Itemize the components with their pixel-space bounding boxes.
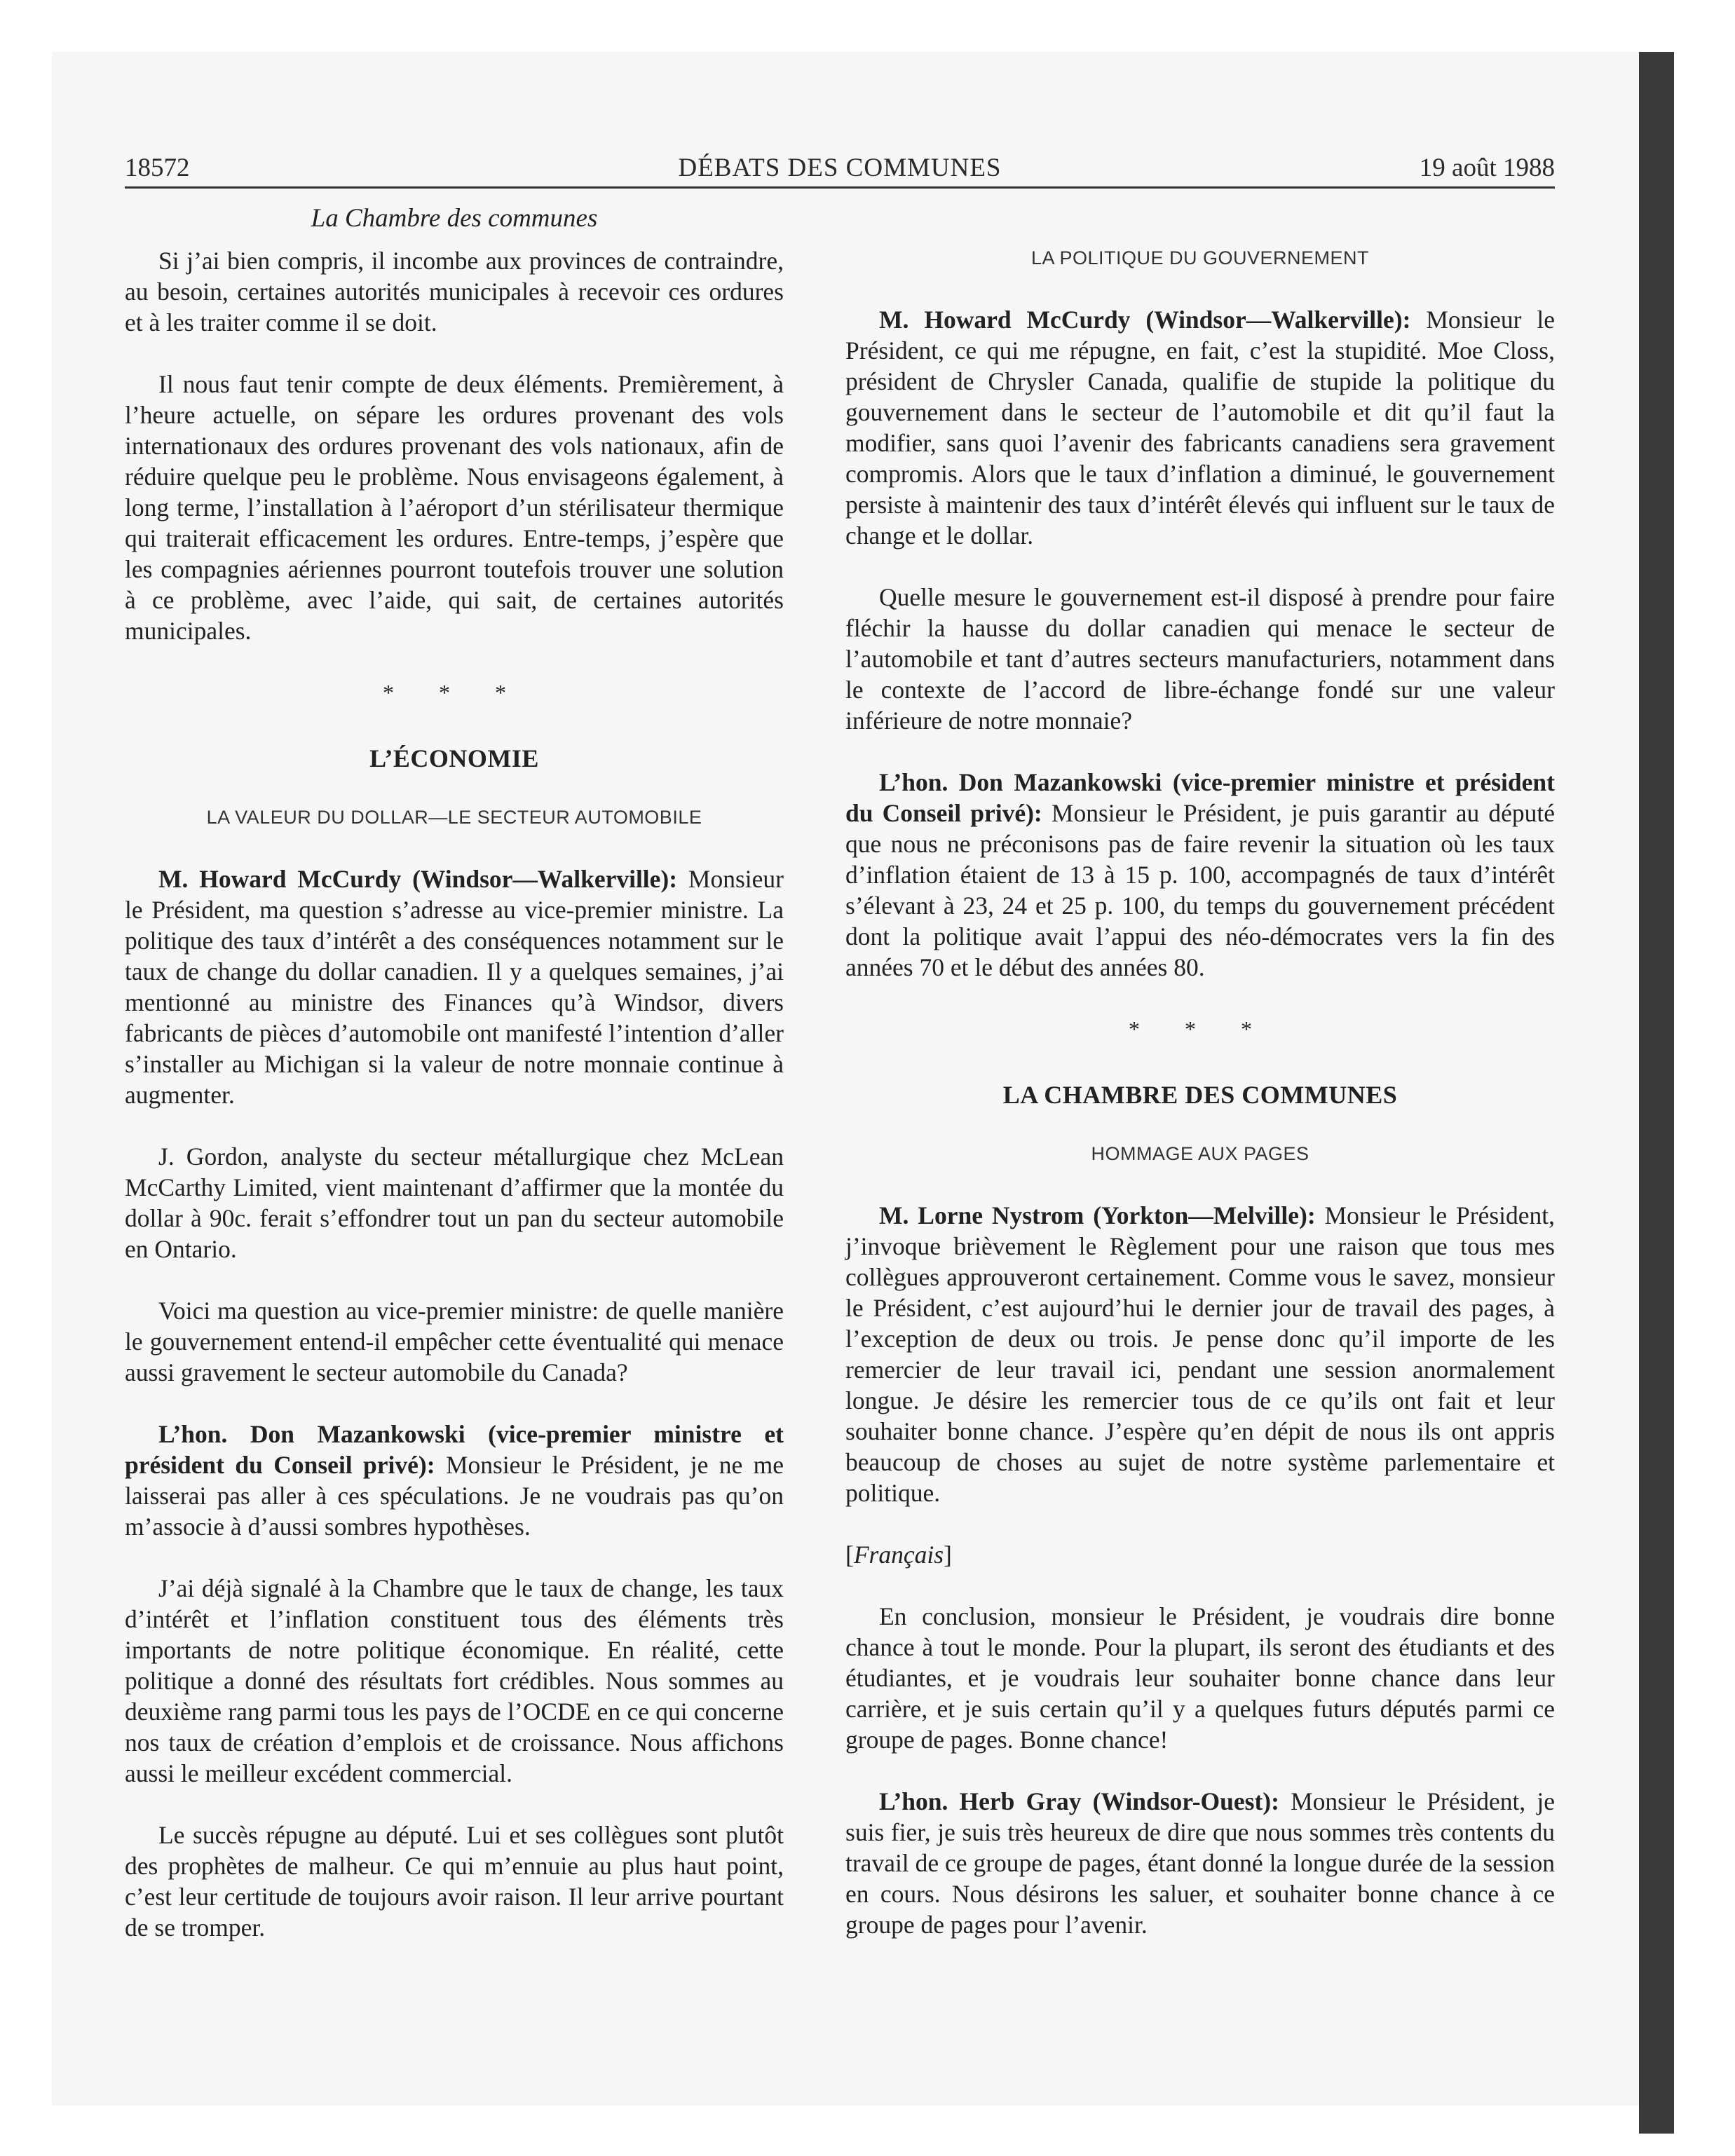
speech-text: Monsieur le Président, je ne me laisserai pas aller à ces spéculations. Je ne voudrais pas qu’on m’associe à d’aussi sombres hypothèses. bbox=[125, 1451, 784, 1541]
left-column bbox=[125, 203, 784, 1974]
bracket-close: ] bbox=[944, 1541, 952, 1569]
language-marker bbox=[845, 1539, 1555, 1570]
speech-text: Monsieur le Président, j’invoque brièvement le Règlement pour une raison que tous mes collègues approuveront certainement. Comme vous le savez, monsieur le Président, c’est aujourd’hui le dernier jour de travail des pages, à l’exception de deux ou trois. Je pense donc qu’il importe de les remercier de leur travail ici, pendant une session anormalement longue. Je désire les remercier tous de ce qu’ils ont fait et leur souhaiter bonne chance. J’espère qu’en dépit de nous ils ont appris beaucoup de choses au sujet de notre système parlementaire et politique. bbox=[845, 1201, 1556, 1507]
speech-paragraph bbox=[125, 1419, 784, 1542]
paragraph: Voici ma question au vice-premier ministre: de quelle manière le gouvernement entend-il empêcher cette éventualité qui menace aussi gravement le secteur automobile du Canada? bbox=[125, 1297, 784, 1386]
speaker-name: L’hon. Herb Gray (Windsor-Ouest): bbox=[879, 1787, 1279, 1815]
issue-date: 19 août 1988 bbox=[1419, 153, 1555, 182]
speech-paragraph bbox=[125, 864, 784, 1110]
bracket-open: [ bbox=[845, 1541, 854, 1569]
speech-paragraph bbox=[845, 304, 1555, 551]
paragraph: Il nous faut tenir compte de deux éléments. Premièrement, à l’heure actuelle, on sépare les ordures provenant des vols internationaux des ordures provenant des vols nationaux, afin de réduire quelque peu le problème. Nous envisageons également, à long terme, l’installation à l’aéroport d’un stérilisateur thermique qui traiterait efficacement les ordures. Entre-temps, j’espère que les compagnies aériennes pourront toutefois trouver une solution à ce problème, avec l’aide, qui sait, de certaines autorités municipales. bbox=[125, 370, 784, 645]
section-title: L’ÉCONOMIE bbox=[369, 744, 539, 772]
scan-edge-shadow bbox=[1639, 52, 1674, 2134]
running-head: La Chambre des communes bbox=[311, 204, 598, 233]
paragraph: Quelle mesure le gouvernement est-il disposé à prendre pour faire fléchir la hausse du dollar canadien qui menace le secteur de l’automobile et tant d’autres secteurs manufacturiers, notamment dans le contexte de l’accord de libre-échange fondé sur une valeur inférieure de notre monnaie? bbox=[845, 583, 1555, 735]
subheading: LA VALEUR DU DOLLAR—LE SECTEUR AUTOMOBILE bbox=[206, 807, 702, 828]
section-separator: * * * bbox=[383, 680, 526, 705]
paragraph: J. Gordon, analyste du secteur métallurgique chez McLean McCarthy Limited, vient maintenant d’affirmer que la montée du dollar à 90c. ferait s’effondrer tout un pan du secteur automobile en Ontario. bbox=[125, 1142, 784, 1263]
speech-paragraph bbox=[845, 1200, 1555, 1508]
speaker-name: M. Howard McCurdy (Windsor—Walkerville): bbox=[879, 306, 1411, 334]
subheading: LA POLITIQUE DU GOUVERNEMENT bbox=[1030, 247, 1370, 268]
speech-text: Monsieur le Président, je puis garantir au député que nous ne préconisons pas de faire revenir la situation où les taux d’inflation étaient de 13 à 15 p. 100, accompagnés de taux d’intérêt s’élevant à 23, 24 et 25 p. 100, du temps du gouvernement précédent dont la politique avait l’appui des néo-démocrates vers la fin des années 70 et le début des années 80. bbox=[845, 799, 1555, 981]
speech-text: Monsieur le Président, ce qui me répugne, en fait, c’est la stupidité. Moe Closs, président de Chrysler Canada, qualifie de stupide la politique du gouvernement dans le secteur de l’automobile et dit qu’il faut la modifier, sans quoi l’avenir des fabricants canadiens sera gravement compromis. Alors que le taux d’inflation a diminué, le gouvernement persiste à maintenir des taux d’intérêt élevés qui influent sur le taux de change et le dollar. bbox=[845, 306, 1555, 550]
page-number: 18572 bbox=[125, 153, 190, 182]
speech-paragraph bbox=[845, 1786, 1555, 1940]
language-label: Français bbox=[853, 1541, 944, 1569]
speaker-name: M. Howard McCurdy (Windsor—Walkerville): bbox=[158, 865, 678, 893]
speech-text: Monsieur le Président, je suis fier, je suis très heureux de dire que nous sommes très contents du travail de ce groupe de pages, étant donné la longue durée de la session en cours. Nous désirons les saluer, et souhaiter bonne chance à ce groupe de pages pour l’avenir. bbox=[845, 1787, 1555, 1939]
header-rule bbox=[125, 186, 1555, 189]
speaker-name: L’hon. Don Mazankowski (vice-premier ministre et président du Conseil privé): bbox=[125, 1420, 784, 1479]
speaker-name: M. Lorne Nystrom (Yorkton—Melville): bbox=[879, 1201, 1316, 1229]
paragraph: J’ai déjà signalé à la Chambre que le taux de change, les taux d’intérêt et l’inflation constituent tous des éléments très importants de notre politique économique. En réalité, cette politique a donné des résultats fort crédibles. Nous sommes au deuxième rang parmi tous les pays de l’OCDE en ce qui concerne nos taux de création d’emplois et de croissance. Nous affichons aussi le meilleur excédent commercial. bbox=[125, 1574, 784, 1787]
section-separator: * * * bbox=[1129, 1016, 1272, 1042]
speech-text: Monsieur le Président, ma question s’adresse au vice-premier ministre. La politique des taux d’intérêt a des conséquences notamment sur le taux de change du dollar canadien. Il y a quelques semaines, j’ai mentionné au ministre des Finances qu’à Windsor, divers fabricants de pièces d’automobile ont manifesté l’intention d’aller s’installer au Michigan si la valeur de notre monnaie continue à augmenter. bbox=[125, 865, 784, 1109]
paragraph: En conclusion, monsieur le Président, je voudrais dire bonne chance à tout le monde. Pour la plupart, ils seront des étudiants et des étudiantes, et je voudrais leur souhaiter bonne chance dans leur carrière, et je suis certain qu’il y a quelques futurs députés parmi ce groupe de pages. Bonne chance! bbox=[845, 1602, 1555, 1754]
page-header bbox=[125, 153, 1555, 189]
right-column bbox=[845, 203, 1555, 1971]
paragraph: Si j’ai bien compris, il incombe aux provinces de contraindre, au besoin, certaines autorités municipales à recevoir ces ordures et à les traiter comme il se doit. bbox=[125, 247, 784, 336]
speaker-name: L’hon. Don Mazankowski (vice-premier ministre et président du Conseil privé): bbox=[845, 768, 1555, 827]
speech-paragraph bbox=[845, 767, 1555, 983]
publication-title: DÉBATS DES COMMUNES bbox=[678, 153, 1002, 182]
paragraph: Le succès répugne au député. Lui et ses collègues sont plutôt des prophètes de malheur. Ce qui m’ennuie au plus haut point, c’est leur certitude de toujours avoir raison. Il leur arrive pourtant de se tromper. bbox=[125, 1821, 784, 1942]
subheading: HOMMAGE AUX PAGES bbox=[1091, 1143, 1309, 1164]
section-title: LA CHAMBRE DES COMMUNES bbox=[1002, 1081, 1398, 1109]
